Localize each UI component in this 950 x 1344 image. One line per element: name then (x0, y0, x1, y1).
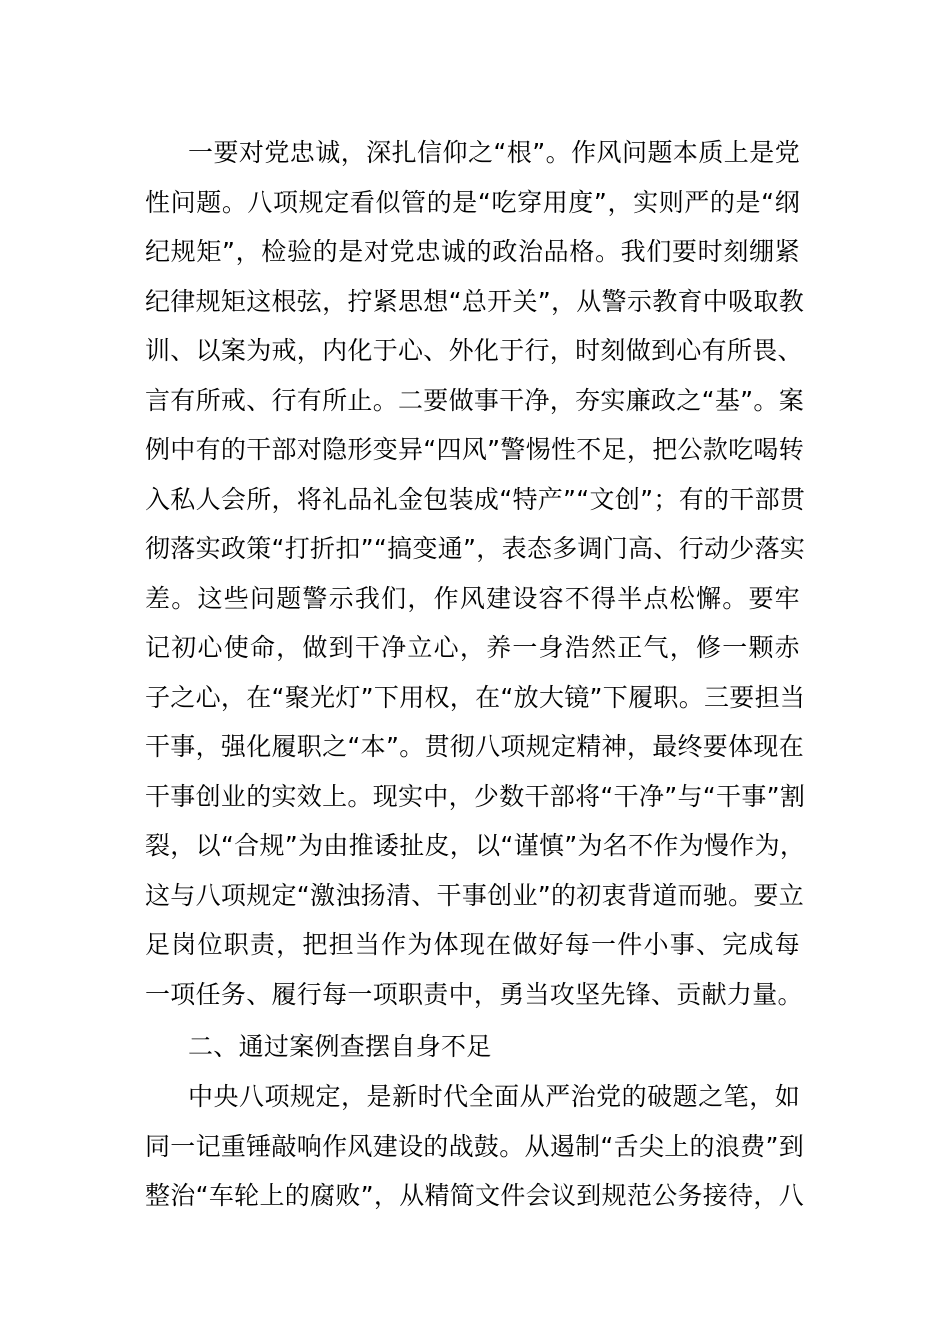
text-line: 一项任务、履行每一项职责中，勇当攻坚先锋、贡献力量。 (145, 979, 803, 1009)
text-line: 干事，强化履职之“本”。贯彻八项规定精神，最终要体现在 (145, 732, 805, 761)
text-line: 纪规矩”，检验的是对党忠诚的政治品格。我们要时刻绷紧 (145, 237, 800, 266)
section-heading (145, 1022, 800, 1072)
paragraph-duty (145, 128, 806, 1019)
text-line: 裂，以“合规”为由推诿扯皮，以“谨慎”为名不作为慢作为， (145, 831, 806, 860)
text-line: 一要对党忠诚，深扎信仰之“根”。作风问题本质上是党 (188, 138, 800, 167)
text-line: 中央八项规定，是新时代全面从严治党的破题之笔，如 (188, 1082, 800, 1111)
text-line: 这与八项规定“激浊扬清、干事创业”的初衷背道而驰。要立 (145, 880, 805, 910)
text-line: 差。这些问题警示我们，作风建设容不得半点松懈。要牢 (145, 583, 800, 613)
text-line: 足岗位职责，把担当作为体现在做好每一件小事、完成每 (145, 930, 800, 959)
text-line: 训、以案为戒，内化于心、外化于行，时刻做到心有所畏、 (145, 336, 803, 365)
text-line: 彻落实政策“打折扣”“搞变通”，表态多调门高、行动少落实 (145, 534, 806, 563)
text-line: 言有所戒、行有所止。二要做事干净，夯实廉政之“基”。案 (145, 385, 805, 415)
text-line: 例中有的干部对隐形变异“四风”警惕性不足，把公款吃喝转 (145, 435, 805, 464)
text-line: 记初心使命，做到干净立心，养一身浩然正气，修一颗赤 (145, 633, 800, 662)
text-line: 纪律规矩这根弦，拧紧思想“总开关”，从警示教育中吸取教 (145, 286, 805, 316)
text-line: 子之心，在“聚光灯”下用权，在“放大镜”下履职。三要担当 (145, 682, 806, 712)
text-line: 同一记重锤敲响作风建设的战鼓。从遏制“舌尖上的浪费”到 (145, 1131, 805, 1161)
text-line: 性问题。八项规定看似管的是“吃穿用度”，实则严的是“纲 (145, 187, 800, 217)
text-line: 整治“车轮上的腐败”，从精简文件会议到规范公务接待，八 (145, 1181, 805, 1210)
text-line: 干事创业的实效上。现实中，少数干部将“干净”与“干事”割 (145, 781, 806, 811)
text-line: 入私人会所，将礼品礼金包装成“特产”“文创”；有的干部贯 (145, 484, 806, 514)
heading-text: 二、通过案例查摆自身不足 (188, 1032, 492, 1061)
paragraph-regulations (145, 1072, 805, 1221)
